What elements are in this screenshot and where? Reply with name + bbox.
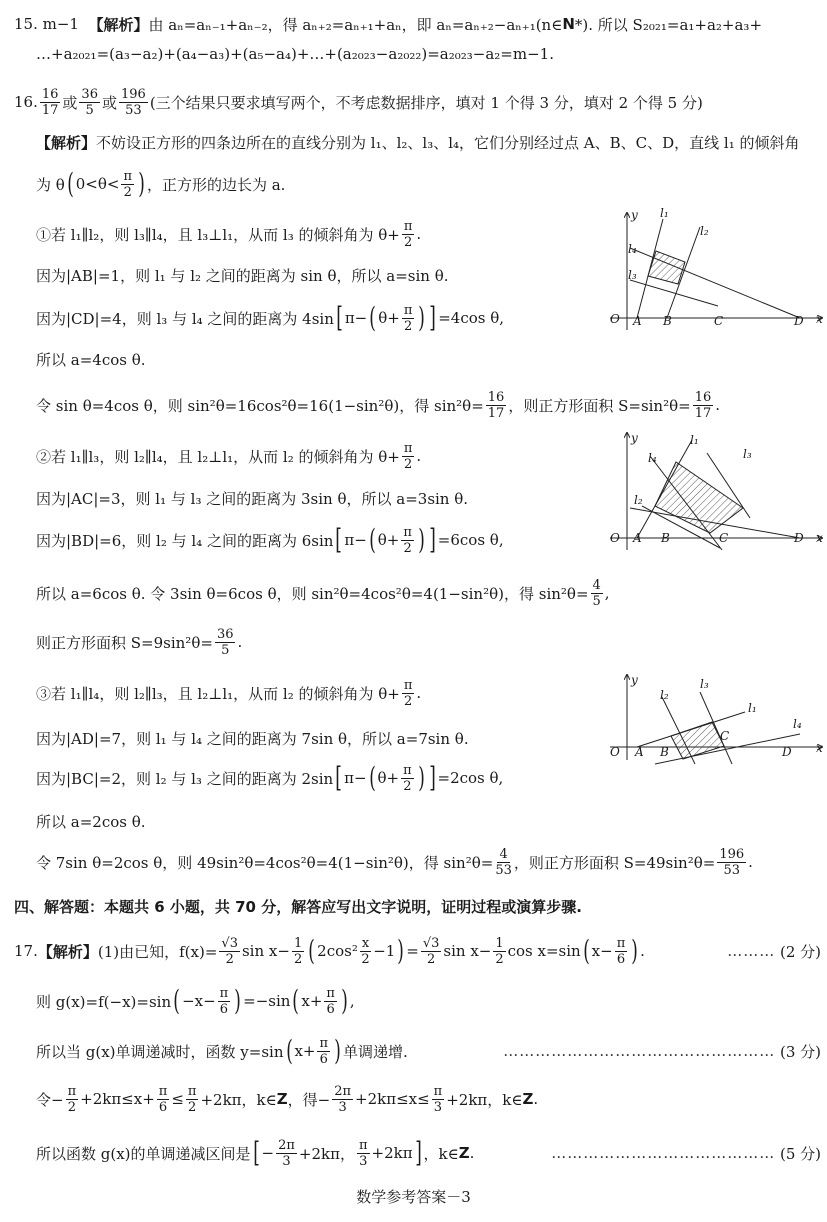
text-line-q15-l2 — [36, 34, 554, 74]
numerator: π — [433, 1083, 443, 1099]
fig-label: l₁ — [690, 433, 699, 447]
fig-label: A — [633, 314, 642, 328]
fraction — [332, 1084, 353, 1115]
figure-case-1 — [600, 205, 825, 335]
bracket: ] — [429, 301, 437, 334]
fig-label: D — [782, 745, 792, 759]
math-text: x− — [591, 942, 613, 960]
math-text: 令 7sin θ=2cos θ，则 49sin²θ=4cos²θ=4(1−sin²θ)，得 sin²θ= — [36, 853, 494, 872]
math-text: x+ — [294, 1042, 316, 1060]
math-text: . — [469, 1144, 475, 1162]
math-text: x+ — [301, 992, 323, 1010]
bracket: [ — [335, 761, 342, 794]
math-text: . — [416, 684, 422, 702]
denominator: 3 — [359, 1153, 368, 1169]
score-label: (5 分) — [775, 1144, 821, 1163]
bold-text: 四、解答题：本题共 6 小题，共 70 分，解答应写出文字说明，证明过程或演算步骤. — [14, 897, 582, 916]
fig-label: l₂ — [660, 688, 669, 702]
fig-label: l₁ — [748, 701, 757, 715]
bracket: ( — [368, 761, 376, 794]
math-text: 令 sin θ=4cos θ，则 sin²θ=16cos²θ=16(1−sin²θ)，得 sin²θ= — [36, 396, 484, 415]
figure-case-3 — [600, 672, 825, 767]
denominator: 2 — [188, 1099, 197, 1115]
math-text: , — [604, 584, 610, 602]
numerator: π — [403, 218, 413, 234]
denominator: 3 — [282, 1153, 291, 1169]
denominator: 2 — [403, 318, 413, 334]
fraction — [401, 525, 414, 556]
denominator: 2 — [293, 951, 303, 967]
fig-label: l₃ — [743, 447, 752, 461]
math-text: …+a₂₀₂₁=(a₃−a₂)+(a₄−a₃)+(a₅−a₄)+…+(a₂₀₂₃−a₂₀₂₂)=a₂₀₂₃−a₂=m−1. — [36, 45, 554, 63]
bold-text: N — [562, 15, 575, 33]
numerator: π — [123, 168, 133, 184]
fig-label: B — [660, 745, 669, 759]
score-label: (2 分) — [775, 942, 821, 961]
text-line-c3-l1 — [36, 673, 421, 713]
math-text: θ+ — [378, 309, 400, 327]
bold-text: 【解析】 — [36, 133, 97, 152]
math-text: (1)由已知，f(x)= — [97, 942, 218, 961]
math-text: ②若 l₁∥l₃，则 l₂∥l₄，且 l₂⊥l₁，从而 l₂ 的倾斜角为 θ+ — [36, 447, 400, 466]
math-text: . — [748, 853, 753, 871]
fig-label: y — [631, 673, 638, 687]
math-text: 17. — [14, 942, 38, 960]
denominator: 3 — [433, 1099, 443, 1115]
math-text: . — [715, 396, 721, 414]
numerator: 36 — [81, 86, 98, 102]
bold-text: Z — [458, 1144, 470, 1162]
math-text: +2kπ，k∈ — [446, 1090, 523, 1109]
fraction — [317, 1036, 330, 1067]
fig-label: O — [610, 745, 620, 759]
text-line-section-4 — [14, 886, 582, 926]
math-text: +2kπ， — [298, 1144, 355, 1163]
fraction — [119, 87, 148, 118]
bracket: ( — [173, 984, 180, 1017]
math-text: 所以 a=6cos θ. 令 3sin θ=6cos θ，则 sin²θ=4cos²θ=4(1−sin²θ)，得 sin²θ= — [36, 584, 589, 603]
bracket: [ — [335, 523, 343, 556]
text-line-c2-l3 — [36, 520, 504, 560]
math-text: 2cos² — [317, 942, 358, 960]
bracket: ) — [234, 984, 241, 1017]
math-text: . — [640, 942, 645, 960]
bracket: ) — [418, 301, 426, 334]
figure-labels — [610, 206, 823, 328]
fig-label: A — [635, 745, 644, 759]
numerator: 16 — [694, 389, 712, 405]
text-line-c3-l3 — [36, 758, 503, 798]
math-text: 因为|AC|=3，则 l₁ 与 l₃ 之间的距离为 3sin θ，所以 a=3sin θ. — [36, 489, 469, 508]
numerator: π — [403, 762, 412, 778]
fraction — [402, 219, 415, 250]
bracket: ) — [397, 934, 405, 967]
bracket: ] — [429, 523, 436, 556]
fig-label: l₂ — [634, 493, 643, 507]
numerator: √3 — [221, 935, 238, 951]
math-text: 或 — [101, 93, 117, 112]
text-line-q17-l3 — [36, 1031, 821, 1071]
fig-label: x — [816, 741, 823, 755]
numerator: π — [403, 677, 413, 693]
denominator: 2 — [123, 184, 132, 200]
text-line-c2-l4 — [36, 573, 610, 613]
math-text: 0<θ< — [75, 175, 120, 193]
leader-dots: …………………………………………… — [503, 1042, 776, 1060]
denominator: 5 — [221, 642, 230, 658]
bracket: ) — [138, 167, 145, 200]
math-text: − — [261, 1144, 275, 1162]
numerator: 4 — [592, 577, 601, 593]
bracket: ) — [631, 934, 638, 967]
denominator: 6 — [319, 1051, 328, 1067]
math-text: +2kπ≤x+ — [80, 1090, 155, 1108]
denominator: 6 — [616, 951, 626, 967]
math-text: ≤ — [171, 1090, 184, 1108]
numerator: π — [326, 985, 335, 1001]
text-line-c1-l2 — [36, 255, 449, 295]
fraction — [292, 936, 304, 967]
numerator: 2π — [334, 1083, 352, 1099]
bold-text: 【解析】 — [88, 15, 149, 34]
denominator: 2 — [426, 951, 436, 967]
numerator: 1 — [495, 935, 504, 951]
numerator: 16 — [487, 389, 505, 405]
bracket: ( — [369, 523, 376, 556]
fraction — [432, 1084, 445, 1115]
fraction — [493, 936, 505, 967]
numerator: π — [219, 985, 229, 1001]
fig-label: B — [663, 314, 672, 328]
text-line-c2-l2 — [36, 478, 468, 518]
fraction — [186, 1084, 199, 1115]
bold-text: Z — [522, 1090, 534, 1108]
bold-text: Z — [276, 1090, 288, 1108]
denominator: 2 — [67, 1099, 76, 1115]
text-line-c1-l3 — [36, 298, 504, 338]
math-text: sin x− — [241, 942, 290, 960]
math-text: 因为|BC|=2，则 l₂ 与 l₃ 之间的距离为 2sin — [36, 769, 334, 788]
math-text: ，k∈ — [423, 1144, 459, 1163]
denominator: 3 — [338, 1099, 347, 1115]
fraction — [615, 936, 628, 967]
math-text: . — [416, 447, 422, 465]
denominator: 2 — [225, 951, 234, 967]
denominator: 2 — [361, 951, 370, 967]
fraction — [79, 87, 100, 118]
text-line-q17-l1 — [14, 931, 821, 971]
fraction — [402, 678, 415, 709]
math-text: 则 g(x)=f(−x)=sin — [36, 992, 172, 1011]
text-line-c2-l1 — [36, 436, 421, 476]
denominator: 53 — [125, 102, 142, 118]
denominator: 2 — [403, 234, 413, 250]
fraction — [357, 1138, 370, 1169]
math-text: =−sin — [243, 992, 291, 1010]
fig-label: l₄ — [648, 451, 657, 465]
text-line-c2-l5 — [36, 622, 242, 662]
fig-label: C — [714, 314, 724, 328]
math-text: 所以当 g(x)单调递减时，函数 y=sin — [36, 1042, 284, 1061]
fig-label: l₃ — [628, 268, 637, 282]
bracket: ) — [334, 1034, 341, 1067]
text-line-c1-l1 — [36, 214, 421, 254]
fig-label: l₁ — [660, 206, 669, 220]
bracket: ] — [428, 761, 436, 794]
math-text: . — [416, 225, 422, 243]
bold-text: 【解析】 — [37, 942, 98, 961]
bracket: ( — [582, 934, 590, 967]
math-text: , — [349, 992, 355, 1010]
denominator: 53 — [495, 862, 512, 878]
math-text: 则正方形面积 S=9sin²θ= — [36, 633, 213, 652]
fraction — [121, 169, 134, 200]
bracket: ( — [369, 301, 377, 334]
fig-label: l₂ — [700, 224, 709, 238]
denominator: 2 — [403, 456, 413, 472]
math-text: . — [533, 1090, 539, 1108]
math-text: cos x=sin — [507, 942, 581, 960]
fig-label: D — [794, 531, 804, 545]
numerator: π — [319, 1035, 329, 1051]
numerator: 16 — [41, 86, 59, 102]
math-text: π− — [344, 531, 367, 549]
math-text: ③若 l₁∥l₄，则 l₂∥l₃，且 l₂⊥l₁，从而 l₂ 的倾斜角为 θ+ — [36, 684, 400, 703]
text-line-c1-l5 — [36, 385, 720, 425]
fig-label: x — [816, 531, 823, 545]
math-text: = — [406, 942, 419, 960]
math-text: 所以 a=4cos θ. — [36, 350, 146, 369]
math-text: +2kπ，k∈ — [200, 1090, 277, 1109]
math-text: =6cos θ, — [437, 531, 504, 549]
denominator: 17 — [41, 102, 59, 118]
numerator: 2π — [278, 1137, 295, 1153]
text-line-c1-l4 — [36, 339, 146, 379]
fig-label: l₄ — [628, 242, 637, 256]
math-text: *). 所以 S₂₀₂₁=a₁+a₂+a₃+ — [574, 15, 763, 34]
fraction — [495, 847, 512, 878]
fig-label: l₃ — [700, 677, 709, 691]
numerator: 196 — [719, 846, 745, 862]
fig-label: B — [661, 531, 670, 545]
leader-dots: …………………………………… — [551, 1144, 776, 1162]
text-line-q17-l2 — [36, 981, 355, 1021]
fig-label: C — [720, 729, 730, 743]
bracket: ( — [308, 934, 315, 967]
numerator: π — [358, 1137, 368, 1153]
fig-label: y — [631, 208, 638, 222]
math-text: ，则正方形面积 S=sin²θ= — [508, 396, 691, 415]
math-text: 因为|CD|=4，则 l₃ 与 l₄ 之间的距离为 4sin — [36, 309, 334, 328]
denominator: 2 — [403, 540, 412, 556]
math-text: π− — [344, 309, 368, 327]
denominator: 2 — [495, 951, 504, 967]
math-text: 因为|AD|=7，则 l₁ 与 l₄ 之间的距离为 7sin θ，所以 a=7sin θ. — [36, 729, 469, 748]
fig-label: x — [816, 312, 823, 326]
bracket: ) — [341, 984, 348, 1017]
math-text: 由 aₙ=aₙ₋₁+aₙ₋₂，得 aₙ₊₂=aₙ₊₁+aₙ，即 aₙ=aₙ₊₂−aₙ₊₁(n∈ — [148, 15, 563, 34]
numerator: 36 — [216, 626, 234, 642]
math-text: θ+ — [377, 531, 400, 549]
math-text: 所以函数 g(x)的单调递减区间是 — [36, 1144, 251, 1163]
svg-text:y: y — [631, 431, 638, 445]
text-line-c3-l4 — [36, 801, 146, 841]
denominator: 5 — [592, 593, 601, 609]
fig-label: C — [719, 531, 729, 545]
fraction — [66, 1084, 79, 1115]
denominator: 6 — [326, 1001, 335, 1017]
bracket: ) — [417, 761, 425, 794]
denominator: 17 — [487, 405, 505, 421]
bracket: [ — [252, 1136, 260, 1169]
fig-label: A — [633, 531, 642, 545]
denominator: 5 — [85, 102, 94, 118]
numerator: 196 — [120, 86, 146, 102]
numerator: 4 — [499, 846, 508, 862]
text-line-q17-l5 — [36, 1133, 821, 1173]
numerator: x — [361, 935, 370, 951]
numerator: π — [403, 524, 412, 540]
text-line-q16-l1 — [14, 82, 703, 122]
fraction — [276, 1138, 297, 1169]
fraction — [324, 986, 337, 1017]
fig-label: O — [610, 312, 620, 326]
math-text: 单调递增. — [342, 1042, 408, 1061]
denominator: 53 — [723, 862, 741, 878]
fraction — [486, 390, 507, 421]
bracket: ] — [414, 1136, 422, 1169]
fraction — [402, 441, 415, 472]
denominator: 2 — [403, 778, 412, 794]
math-text: π− — [344, 769, 367, 787]
text-line-c3-l2 — [36, 718, 469, 758]
math-text: =4cos θ, — [438, 309, 505, 327]
denominator: 17 — [694, 405, 712, 421]
figure-case-2 — [600, 428, 825, 553]
math-text: ，得− — [287, 1090, 331, 1109]
fraction — [591, 578, 603, 609]
denominator: 2 — [403, 693, 413, 709]
page-footer: 数学参考答案－3 — [356, 1188, 471, 1206]
bracket: ( — [285, 1034, 293, 1067]
fraction — [421, 936, 442, 967]
math-text: +2kπ — [371, 1144, 413, 1162]
math-text: sin x− — [443, 942, 492, 960]
numerator: π — [158, 1083, 168, 1099]
math-text: θ+ — [377, 769, 400, 787]
fraction — [402, 303, 415, 334]
fraction — [218, 986, 231, 1017]
score-label: (3 分) — [775, 1042, 821, 1061]
math-text: 为 θ — [36, 175, 65, 194]
math-text: ，则正方形面积 S=49sin²θ= — [513, 853, 716, 872]
fig-label: O — [610, 531, 620, 545]
math-text: ，正方形的边长为 a. — [146, 175, 286, 194]
math-text: +2kπ≤x≤ — [355, 1090, 430, 1108]
fraction — [157, 1084, 170, 1115]
bracket: ( — [67, 167, 74, 200]
numerator: π — [187, 1083, 197, 1099]
text-line-q16-l3 — [36, 164, 285, 204]
fig-label: D — [794, 314, 804, 328]
math-text: 因为|BD|=6，则 l₂ 与 l₄ 之间的距离为 6sin — [36, 531, 334, 550]
numerator: π — [67, 1083, 77, 1099]
fraction — [401, 763, 414, 794]
math-text: 或 — [62, 93, 78, 112]
math-text: 16. — [14, 93, 38, 111]
fraction — [360, 936, 371, 967]
text-line-q17-l4 — [36, 1079, 538, 1119]
leader-dots: ……… — [727, 942, 776, 960]
text-line-q16-l2 — [36, 122, 800, 162]
numerator: 1 — [293, 935, 303, 951]
math-text: 令− — [36, 1090, 64, 1109]
math-text: ①若 l₁∥l₂，则 l₃∥l₄，且 l₃⊥l₁，从而 l₃ 的倾斜角为 θ+ — [36, 225, 400, 244]
bracket: ( — [292, 984, 300, 1017]
numerator: π — [616, 935, 626, 951]
math-text: 不妨设正方形的四条边所在的直线分别为 l₁、l₂、l₃、l₄，它们分别经过点 A、B、C、D，直线 l₁ 的倾斜角 — [96, 133, 800, 152]
numerator: √3 — [422, 935, 440, 951]
numerator: π — [403, 302, 413, 318]
math-text: −1 — [373, 942, 396, 960]
numerator: π — [403, 440, 413, 456]
math-text: (三个结果只要求填写两个，不考虑数据排序，填对 1 个得 3 分，填对 2 个得 5 分) — [149, 93, 703, 112]
fraction — [40, 87, 61, 118]
text-line-c3-l5 — [36, 842, 753, 882]
math-text: 15. m−1 — [14, 15, 89, 33]
bracket: [ — [336, 301, 343, 334]
fig-label: l₄ — [793, 717, 802, 731]
math-text: −x− — [182, 992, 216, 1010]
denominator: 6 — [219, 1001, 229, 1017]
math-text: . — [237, 633, 243, 651]
fraction — [215, 627, 236, 658]
math-text: =2cos θ, — [437, 769, 504, 787]
bracket: ) — [418, 523, 425, 556]
fraction — [693, 390, 714, 421]
math-text: 因为|AB|=1，则 l₁ 与 l₂ 之间的距离为 sin θ，所以 a=sin θ. — [36, 266, 449, 285]
fraction — [717, 847, 746, 878]
fraction — [219, 936, 240, 967]
math-text: 所以 a=2cos θ. — [36, 812, 146, 831]
denominator: 6 — [158, 1099, 168, 1115]
